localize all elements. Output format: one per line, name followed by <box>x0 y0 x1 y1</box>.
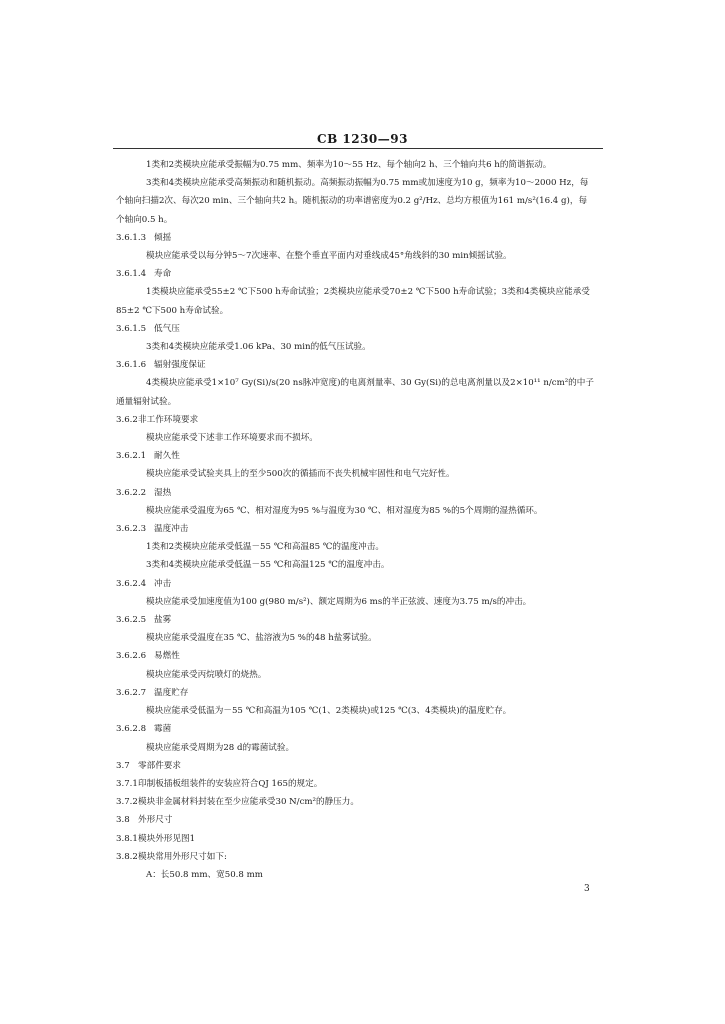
section-title: 盐雾 <box>154 615 172 626</box>
section-title: 模块外形见图1 <box>138 833 196 844</box>
section-number: 3.6.2.2 <box>116 487 147 498</box>
section-number: 3.8.2 <box>116 851 138 862</box>
section-heading <box>116 356 594 374</box>
section-title: 温度贮存 <box>154 687 189 698</box>
paragraph: A：长50.8 mm、宽50.8 mm <box>146 869 263 880</box>
section-title: 倾摇 <box>154 232 172 243</box>
section-heading <box>116 447 594 465</box>
paragraph: 模块应能承受温度为65 ℃、相对湿度为95 %与温度为30 ℃、相对湿度为85 %的5个周期的湿热循环。 <box>146 505 543 516</box>
section-number: 3.6.1.4 <box>116 269 147 280</box>
section-heading <box>116 720 594 738</box>
section-number: 3.6.1.6 <box>116 360 147 371</box>
section-number: 3.6.2.4 <box>116 578 147 589</box>
paragraph: 模块应能承受丙烷喷灯的烧热。 <box>146 669 267 680</box>
section-title: 低气压 <box>154 323 180 334</box>
section-title: 模块非金属材料封装在至少应能承受30 N/cm²的静压力。 <box>138 797 359 808</box>
paragraph: 3类和4类模块应能承受低温－55 ℃和高温125 ℃的温度冲击。 <box>146 560 390 571</box>
section-number: 3.6.2.1 <box>116 451 147 462</box>
section-number: 3.8 <box>116 815 130 826</box>
section-title: 湿热 <box>154 487 172 498</box>
section-number: 3.6.2.7 <box>116 687 147 698</box>
paragraph: 模块应能承受温度在35 ℃、盐溶液为5 %的48 h盐雾试验。 <box>146 633 377 644</box>
section-heading <box>116 757 594 775</box>
section-title: 冲击 <box>154 578 172 589</box>
paragraph: 模块应能承受周期为28 d的霉菌试验。 <box>146 742 295 753</box>
section-heading <box>116 265 594 283</box>
section-heading <box>116 647 594 665</box>
page-number: 3 <box>584 884 590 894</box>
header-rule <box>113 148 603 149</box>
section-heading <box>116 811 594 829</box>
section-number: 3.8.1 <box>116 833 138 844</box>
section-number: 3.6.2.8 <box>116 724 147 735</box>
paragraph: 4类模块应能承受1×10⁷ Gy(Si)/s(20 ns脉冲宽度)的电离剂量率、30 Gy(Si)的总电离剂量以及2×10¹¹ n/cm²的中子通量辐射试验。 <box>116 378 594 407</box>
paragraph: 模块应能承受加速度值为100 g(980 m/s²)、额定周期为6 ms的半正弦波、速度为3.75 m/s的冲击。 <box>146 596 532 607</box>
section-heading <box>116 411 594 429</box>
section-heading <box>116 611 594 629</box>
paragraph: 模块应能承受下述非工作环境要求而不损坏。 <box>146 433 318 444</box>
section-number: 3.6.2 <box>116 414 138 425</box>
section-title: 霉菌 <box>154 724 172 735</box>
section-title: 温度冲击 <box>154 524 189 535</box>
section-title: 印制板插板组装件的安装应符合QJ 165的规定。 <box>138 778 323 789</box>
section-title: 模块常用外形尺寸如下: <box>138 851 227 862</box>
standard-code: CB 1230—93 <box>317 132 408 146</box>
section-title: 易燃性 <box>154 651 180 662</box>
section-heading <box>116 830 594 848</box>
document-body <box>116 156 594 884</box>
section-heading <box>116 793 594 811</box>
section-number: 3.6.1.3 <box>116 232 147 243</box>
section-title: 外形尺寸 <box>138 815 173 826</box>
section-heading <box>116 520 594 538</box>
paragraph: 3类和4类模块应能承受1.06 kPa、30 min的低气压试验。 <box>146 342 371 353</box>
paragraph: 模块应能承受低温为－55 ℃和高温为105 ℃(1、2类模块)或125 ℃(3、4类模块)的温度贮存。 <box>146 706 512 717</box>
paragraph: 3类和4类模块应能承受高频振动和随机振动。高频振动振幅为0.75 mm或加速度为10 g，频率为10～2000 Hz，每个轴向扫描2次、每次20 min、三个轴向共2 h。随机振动的功率谱密度为0.2 g²/Hz、总均方根值为161 m/s²(16.4 g)，每个轴向0.5 h。 <box>116 178 589 225</box>
section-heading <box>116 684 594 702</box>
section-heading <box>116 229 594 247</box>
section-heading <box>116 484 594 502</box>
section-title: 耐久性 <box>154 451 180 462</box>
section-heading <box>116 775 594 793</box>
paragraph: 1类和2类模块应能承受低温－55 ℃和高温85 ℃的温度冲击。 <box>146 542 384 553</box>
paragraph: 1类和2类模块应能承受振幅为0.75 mm、频率为10～55 Hz、每个轴向2 h、三个轴向共6 h的简谐振动。 <box>146 160 552 170</box>
section-title: 非工作环境要求 <box>138 414 199 425</box>
section-title: 寿命 <box>154 269 172 280</box>
section-title: 辐射强度保证 <box>154 360 206 371</box>
section-heading <box>116 575 594 593</box>
section-heading <box>116 320 594 338</box>
paragraph: 模块应能承受试验夹具上的至少500次的循插而不丧失机械牢固性和电气完好性。 <box>146 469 455 480</box>
paragraph: 1类模块应能承受55±2 ℃下500 h寿命试验；2类模块应能承受70±2 ℃下500 h寿命试验；3类和4类模块应能承受85±2 ℃下500 h寿命试验。 <box>116 287 590 316</box>
section-number: 3.6.2.5 <box>116 615 147 626</box>
section-number: 3.7.1 <box>116 778 138 789</box>
section-number: 3.6.1.5 <box>116 323 147 334</box>
section-number: 3.6.2.3 <box>116 524 147 535</box>
section-title: 零部件要求 <box>138 760 181 771</box>
section-number: 3.7.2 <box>116 797 138 808</box>
section-number: 3.6.2.6 <box>116 651 147 662</box>
section-number: 3.7 <box>116 760 130 771</box>
section-heading <box>116 848 594 866</box>
paragraph: 模块应能承受以每分钟5～7次速率、在整个垂直平面内对垂线成45°角线斜的30 min倾摇试验。 <box>146 251 512 262</box>
